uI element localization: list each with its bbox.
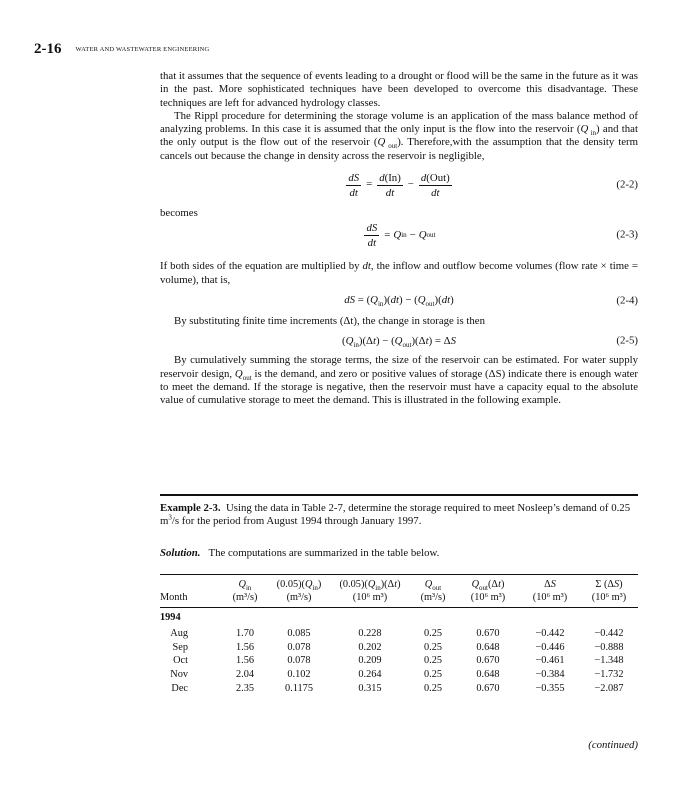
p2-text-c: ). Therefore,with the assumption that the density term cancels out because the change in density across the reservoir is negligible, bbox=[160, 136, 638, 162]
value-cell: 0.078 bbox=[287, 641, 311, 653]
value-cell: 0.078 bbox=[287, 655, 311, 667]
value-cell: 1.56 bbox=[235, 641, 255, 653]
value-cell: 1.56 bbox=[235, 655, 255, 667]
value-cell: 0.670 bbox=[476, 682, 500, 694]
value-cell: −1.732 bbox=[594, 669, 624, 681]
header-fraction-qin: $(0.05)(Q_{in})$ (m³/s) bbox=[268, 575, 330, 608]
value-cell: 0.202 bbox=[358, 641, 382, 653]
value-cell: 1.70 bbox=[235, 627, 255, 639]
value-cell: 0.315 bbox=[358, 682, 382, 694]
becomes-text: becomes bbox=[160, 207, 198, 220]
p3-text-b: , the inflow and outflow become volumes (flow rate × time = volume), that is, bbox=[160, 260, 638, 286]
page-number: 2-16 bbox=[34, 41, 62, 57]
value-cell: 0.648 bbox=[476, 641, 500, 653]
value-cell: 0.102 bbox=[287, 669, 311, 681]
value-cell: −0.355 bbox=[535, 682, 565, 694]
value-cell: 0.25 bbox=[423, 627, 443, 639]
table-header-row bbox=[160, 575, 638, 608]
equation-2-4: dS = $(Q_{in})(dt) - (Q_{out})(dt)$ (2-4) bbox=[344, 294, 638, 309]
table-year-row bbox=[160, 608, 638, 627]
p2-text-a: The Rippl procedure for determining the storage volume is an application of the mass balance method of analyzing problems. In this case it is assumed that the only input is the flow into the reservoir ( bbox=[160, 109, 638, 136]
year-label: 1994 bbox=[160, 612, 181, 623]
value-cell: 0.670 bbox=[476, 627, 500, 639]
header-delta-s: ΔS (10⁶ m³) bbox=[520, 575, 580, 608]
value-cell: 2.35 bbox=[235, 682, 255, 694]
example-text-a: Using the data in Table 2-7, determine the storage required to meet Nosleep’s demand of 0.25 m bbox=[160, 502, 631, 528]
value-cell: 0.25 bbox=[423, 682, 443, 694]
p3-text-a: If both sides of the equation are multiplied by bbox=[160, 260, 363, 273]
paragraph-3: If both sides of the equation are multiplied by dt, the inflow and outflow become volumes (flow rate × time = volume), that is, bbox=[160, 260, 638, 286]
value-cell: −0.442 bbox=[594, 627, 624, 639]
month-cell: Dec bbox=[171, 682, 188, 694]
solution-line bbox=[160, 547, 638, 559]
value-cell: 0.264 bbox=[358, 669, 382, 681]
header-qout-dt: $Q_{out}(\Delta t)$ (10⁶ m³) bbox=[456, 575, 520, 608]
header-qin: $Q_{in}$ (m³/s) bbox=[222, 575, 268, 608]
paragraph-1: that it assumes that the sequence of events leading to a drought or flood will be the same in the future as it was in the past. More sophisticated techniques have been developed to overcome this disadvantage. These techniques are left for advanced hydrology classes. bbox=[160, 70, 638, 109]
equation-number: (2-5) bbox=[616, 334, 638, 347]
equation-number: (2-3) bbox=[616, 228, 638, 241]
paragraph-4: By substituting finite time increments (Δt), the change in storage is then bbox=[174, 314, 485, 327]
value-cell: 0.25 bbox=[423, 669, 443, 681]
solution-label: Solution. bbox=[160, 547, 201, 559]
value-cell: −0.442 bbox=[535, 627, 565, 639]
header-qout: $Q_{out}$ (m³/s) bbox=[410, 575, 456, 608]
p5-text-a: By cumulatively summing the storage terms, the size of the reservoir can be estimated. For water supply reservoir design, bbox=[160, 354, 638, 380]
value-cell: 0.25 bbox=[423, 641, 443, 653]
continued-note: (continued) bbox=[588, 739, 638, 751]
example-box: Example 2-3. Using the data in Table 2-7, determine the storage required to meet Nosleep’s demand of 0.25 $m^3/s$ for the period from August 1994 through January 1997. bbox=[160, 494, 638, 529]
solution-text: The computations are summarized in the table below. bbox=[208, 547, 440, 559]
table-row bbox=[160, 682, 638, 696]
p5-text-b: is the demand, and zero or positive values of storage (ΔS) indicate there is enough water to meet the demand. If the storage is negative, then the reservoir must have a capacity equal to the absolute value of cumulative storage to meet the demand. This is illustrated in the following example. bbox=[160, 367, 639, 407]
value-cell: 0.25 bbox=[423, 655, 443, 667]
equation-2-2: $\frac{dS}{dt}$ = $\frac{d(In)}{dt}$ − $\frac{\text{d(Out)}}{dt}$ (2-2) bbox=[348, 171, 638, 199]
value-cell: −0.461 bbox=[535, 655, 565, 667]
equation-number: (2-4) bbox=[616, 294, 638, 307]
value-cell: 0.1175 bbox=[285, 682, 313, 694]
value-cell: −2.087 bbox=[594, 682, 624, 694]
value-cell: −1.348 bbox=[594, 655, 624, 667]
equation-2-3: $\frac{dS}{dt}$ = Q in − Q out (2-3) bbox=[366, 221, 638, 249]
value-cell: −0.888 bbox=[594, 641, 624, 653]
header-sum-delta-s: Σ (ΔS) (10⁶ m³) bbox=[580, 575, 638, 608]
value-cell: 0.670 bbox=[476, 655, 500, 667]
value-cell: 0.085 bbox=[287, 627, 311, 639]
table-row bbox=[160, 668, 638, 682]
table-row bbox=[160, 654, 638, 668]
storage-table bbox=[160, 574, 638, 696]
value-cell: −0.446 bbox=[535, 641, 565, 653]
month-cell: Oct bbox=[173, 655, 188, 667]
header-month: Month bbox=[160, 575, 222, 608]
body-text bbox=[160, 70, 638, 407]
example-text-b: /s for the period from August 1994 through January 1997. bbox=[171, 515, 422, 528]
value-cell: 0.648 bbox=[476, 669, 500, 681]
month-cell: Aug bbox=[170, 627, 188, 639]
month-cell: Sep bbox=[172, 641, 188, 653]
month-cell: Nov bbox=[170, 669, 188, 681]
value-cell: −0.384 bbox=[535, 669, 565, 681]
equation-2-5: $(Q_{in})(\Delta t) - (Q_{out})(\Delta t) = \Delta S$ (2-5) bbox=[341, 334, 638, 349]
example-label: Example 2-3. bbox=[160, 502, 221, 514]
table-row bbox=[160, 641, 638, 655]
equation-number: (2-2) bbox=[616, 178, 638, 191]
paragraph-2: The Rippl procedure for determining the storage volume is an application of the mass balance method of analyzing problems. In this case it is assumed that the only input is the flow into the reservoir (Q $_{in}$) and that the only output is the flow out of the reservoir (Q $_{out}$). Therefore,with the assumption that the density term cancels out because the change in density across the reservoir is negligible, bbox=[160, 109, 638, 162]
value-cell: 2.04 bbox=[235, 669, 255, 681]
header-fraction-qin-dt: $(0.05)(Q_{in})(\Delta t)$ (10⁶ m³) bbox=[330, 575, 410, 608]
value-cell: 0.209 bbox=[358, 655, 382, 667]
page-header bbox=[34, 40, 209, 58]
table-row bbox=[160, 627, 638, 641]
value-cell: 0.228 bbox=[358, 627, 382, 639]
running-head: WATER AND WASTEWATER ENGINEERING bbox=[75, 46, 210, 53]
p2-text-b: ) and that the only output is the flow out of the reservoir ( bbox=[160, 123, 638, 149]
paragraph-5: By cumulatively summing the storage terms, the size of the reservoir can be estimated. For water supply reservoir design, $Q_{out}$ is the demand, and zero or positive values of storage (ΔS) indicate there is enough water to meet the demand. If the storage is negative, then the reservoir must have a capacity equal to the absolute value of cumulative storage to meet the demand. This is illustrated in the following example. bbox=[160, 354, 639, 407]
